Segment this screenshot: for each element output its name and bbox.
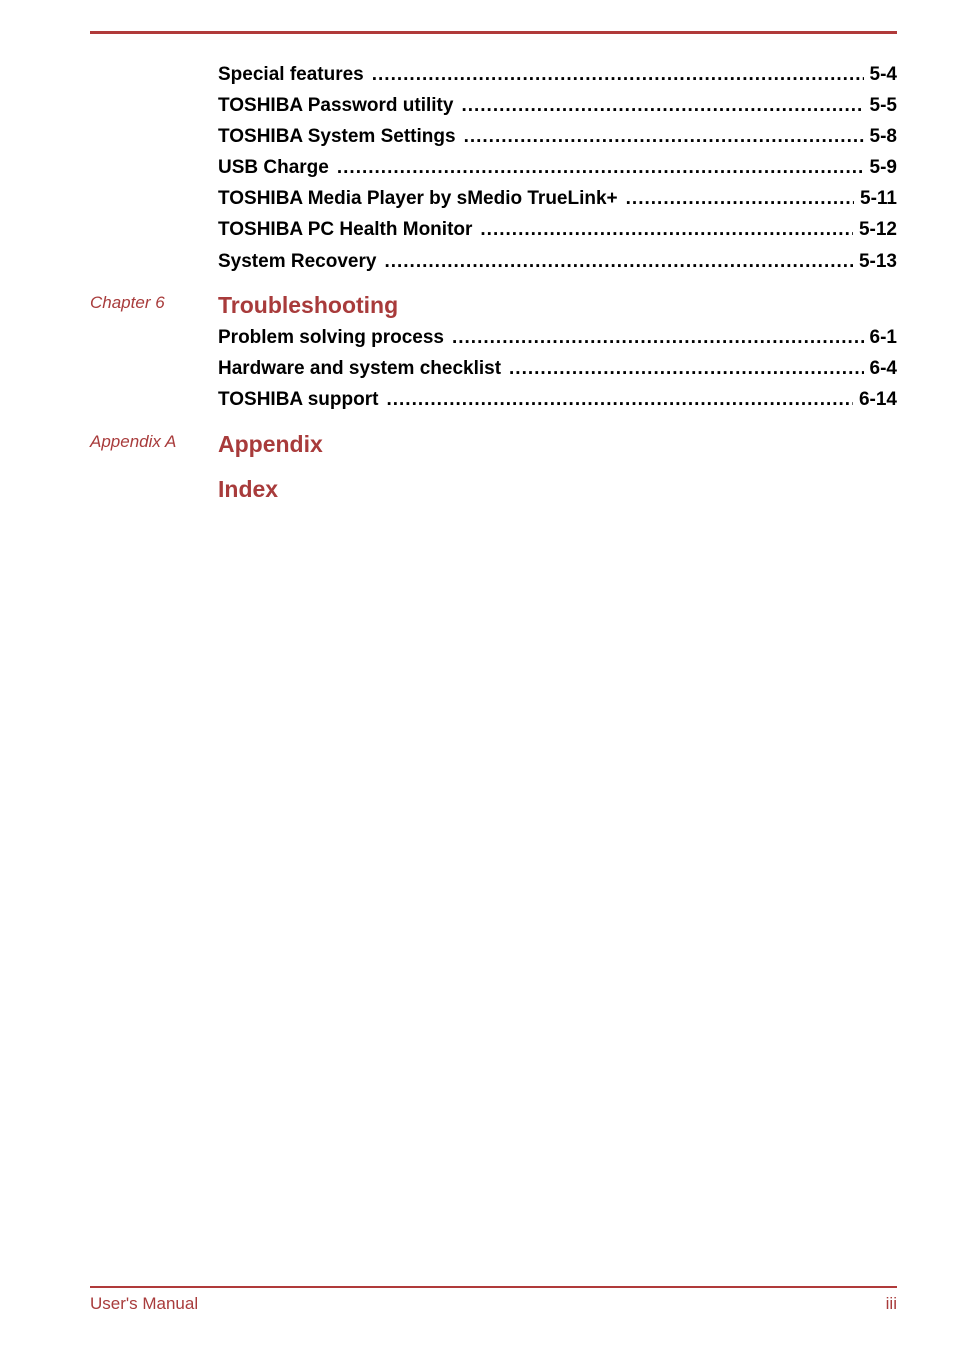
toc-entry-title: TOSHIBA Password utility [218,95,454,116]
toc-entry-title: System Recovery [218,251,377,272]
toc-entry-title: TOSHIBA Media Player by sMedio TrueLink+ [218,188,618,209]
chapter-6-label: Chapter 6 [90,293,165,312]
chapter-6-title[interactable]: Troubleshooting [218,292,399,318]
header-rule [90,31,897,34]
toc-entry-title: TOSHIBA support [218,389,379,410]
toc-entry-title: Problem solving process [218,327,444,348]
toc-entry-page: 6-4 [869,358,897,379]
index-title[interactable]: Index [218,476,279,502]
toc-entry-pc-health-monitor[interactable] [218,218,897,242]
toc-entry-system-settings[interactable] [218,125,897,149]
toc-entry-page: 5-12 [858,219,897,240]
toc-entry-problem-solving[interactable] [218,326,897,350]
footer-page-number: iii [885,1294,897,1313]
dot-leader [509,357,864,381]
toc-entry-title: TOSHIBA System Settings [218,126,456,147]
toc-entry-usb-charge[interactable] [218,156,897,180]
toc-entry-title: USB Charge [218,157,329,178]
dot-leader [480,218,853,242]
dot-leader [372,63,864,87]
toc-entry-system-recovery[interactable] [218,250,897,274]
toc-entry-media-player[interactable] [218,187,897,211]
dot-leader [461,94,863,118]
toc-entry-hardware-checklist[interactable] [218,357,897,381]
appendix-title[interactable]: Appendix [218,431,323,457]
toc-entry-page: 5-9 [869,157,897,178]
toc-entry-special-features[interactable] [218,63,897,87]
toc-entry-password-utility[interactable] [218,94,897,118]
toc-entry-toshiba-support[interactable] [218,388,897,412]
toc-entry-title: TOSHIBA PC Health Monitor [218,219,473,240]
dot-leader [337,156,864,180]
toc-entry-page: 6-14 [858,389,897,410]
toc-entry-page: 5-4 [869,64,897,85]
toc-entry-page: 5-11 [860,188,897,209]
footer-rule [90,1286,897,1288]
dot-leader [384,250,853,274]
footer-manual-title: User's Manual [90,1294,199,1313]
appendix-a-label: Appendix A [90,432,177,451]
toc-entry-page: 5-5 [869,95,897,116]
toc-entry-title: Hardware and system checklist [218,358,502,379]
dot-leader [386,388,853,412]
dot-leader [626,187,854,211]
toc-entry-page: 5-13 [858,251,897,272]
toc-entry-page: 6-1 [869,327,897,348]
dot-leader [452,326,864,350]
toc-entry-title: Special features [218,64,364,85]
dot-leader [464,125,864,149]
toc-entry-page: 5-8 [869,126,897,147]
